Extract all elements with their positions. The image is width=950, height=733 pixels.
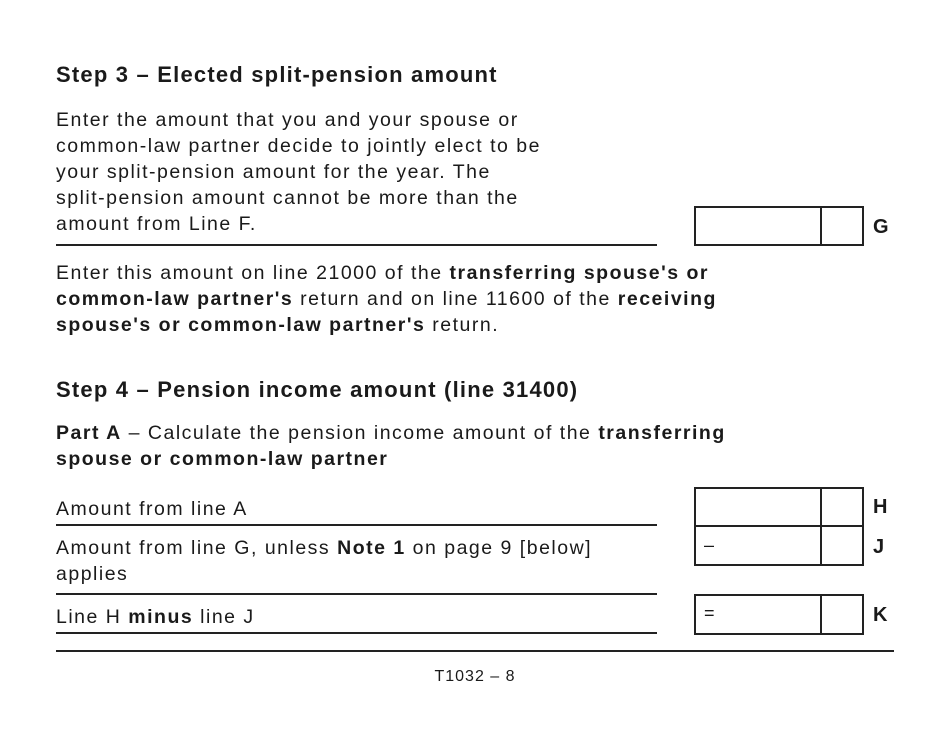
line-j-letter: J <box>873 536 885 558</box>
line-j-rule <box>56 593 657 595</box>
part-a-intro <box>56 420 856 472</box>
line-h-amount-field[interactable] <box>694 487 864 527</box>
minus-sign: – <box>704 535 715 555</box>
part-a-text: – Calculate the pension income amount of the <box>121 422 599 444</box>
line-j-label-line: applies <box>56 563 129 585</box>
step3-intro-line: Enter the amount that you and your spouse or <box>56 109 519 131</box>
step3-note-line <box>56 260 856 286</box>
step3-note-line <box>56 312 856 338</box>
line-k-text: Line H <box>56 606 129 628</box>
line-h-letter: H <box>873 496 888 518</box>
line-j-label <box>56 535 592 587</box>
note-bold-text: receiving <box>617 288 717 310</box>
part-a-label: Part A <box>56 422 122 444</box>
part-a-line: spouse or common-law partner <box>56 448 389 470</box>
step3-intro <box>56 107 541 237</box>
note-bold-text: common-law partner's <box>56 288 294 310</box>
line-k-text: line J <box>193 606 255 628</box>
note-text: return. <box>425 314 500 336</box>
part-a-bold: transferring <box>598 422 726 444</box>
equals-sign: = <box>704 603 715 623</box>
line-g-amount-field[interactable] <box>694 206 864 246</box>
note-bold-text: spouse's or common-law partner's <box>56 314 426 336</box>
step3-intro-line: common-law partner decide to jointly elect to be <box>56 135 541 157</box>
step3-heading: Step 3 – Elected split-pension amount <box>56 62 498 87</box>
line-k-label <box>56 604 255 630</box>
cents-divider <box>820 489 822 525</box>
line-j-amount-field[interactable] <box>694 525 864 566</box>
step3-note-line <box>56 286 856 312</box>
footer-rule <box>56 650 894 652</box>
note-bold-text: transferring spouse's or <box>449 262 710 284</box>
line-h-rule <box>56 524 657 526</box>
step3-intro-line: your split-pension amount for the year. The <box>56 161 491 183</box>
step3-intro-line: amount from Line F. <box>56 213 257 235</box>
cents-divider <box>820 596 822 633</box>
line-k-letter: K <box>873 604 888 626</box>
line-g-rule <box>56 244 657 246</box>
part-a-line <box>56 420 856 446</box>
step3-intro-line: split-pension amount cannot be more than the <box>56 187 519 209</box>
line-j-text: Amount from line G, unless <box>56 537 338 559</box>
page-number: T1032 – 8 <box>434 668 516 685</box>
note-text: return and on line 11600 of the <box>293 288 618 310</box>
step3-note <box>56 260 856 338</box>
cents-divider <box>820 527 822 564</box>
line-j-text: on page 9 [below] <box>405 537 593 559</box>
line-k-rule <box>56 632 657 634</box>
line-k-amount-field[interactable] <box>694 594 864 635</box>
step4-heading: Step 4 – Pension income amount (line 31400) <box>56 377 579 402</box>
cents-divider <box>820 208 822 244</box>
note-text: Enter this amount on line 21000 of the <box>56 262 450 284</box>
line-h-label: Amount from line A <box>56 498 248 520</box>
line-g-letter: G <box>873 216 889 238</box>
line-j-label-line <box>56 535 592 561</box>
line-j-note-ref: Note 1 <box>337 537 406 559</box>
line-k-bold: minus <box>128 606 194 628</box>
